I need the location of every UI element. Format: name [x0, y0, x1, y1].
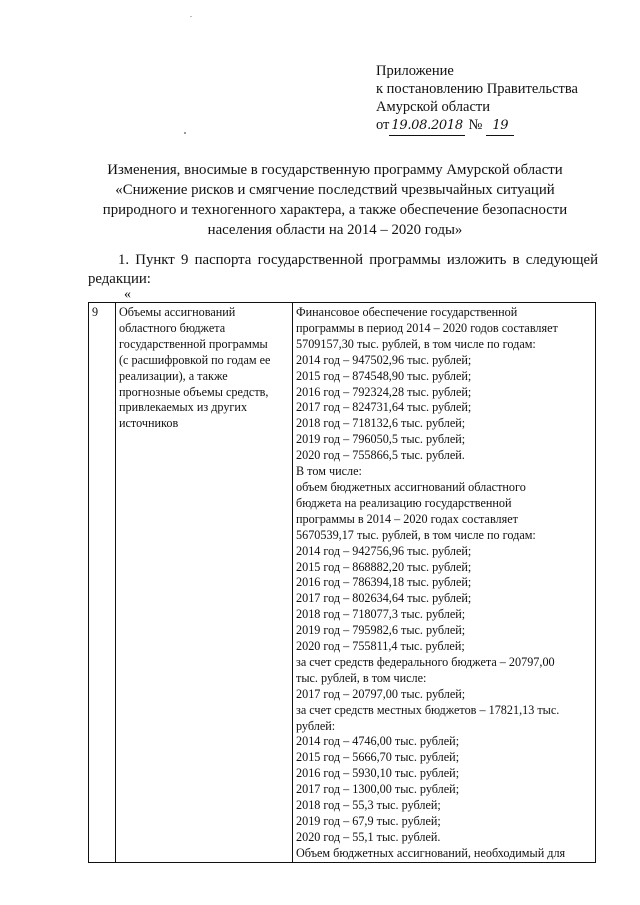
content-line: Объем бюджетных ассигнований, необходимый для: [296, 845, 566, 860]
title-line: природного и техногенного характера, а также обеспечение безопасности: [102, 202, 568, 218]
content-line: программы в период 2014 – 2020 годов составляет: [296, 320, 558, 335]
header-line: к постановлению Правительства: [376, 81, 578, 97]
content-line: Финансовое обеспечение государственной: [296, 305, 518, 319]
content-line: 2020 год – 55,1 тыс. рублей.: [296, 829, 441, 844]
item-number: 9: [92, 305, 99, 319]
content-line: 2016 год – 792324,28 тыс. рублей;: [296, 384, 472, 399]
content-line: 2016 год – 5930,10 тыс. рублей;: [296, 766, 460, 781]
content-line: 2019 год – 795982,6 тыс. рублей;: [296, 623, 466, 638]
content-line: 2017 год – 1300,00 тыс. рублей;: [296, 782, 460, 797]
content-line: 2018 год – 718077,3 тыс. рублей;: [296, 607, 466, 622]
item-content-cell: [293, 303, 596, 863]
content-line: 2017 год – 20797,00 тыс. рублей;: [296, 686, 466, 701]
label-line: источников: [119, 416, 179, 431]
item-number-cell: [89, 303, 116, 863]
content-line: 2019 год – 796050,5 тыс. рублей;: [296, 432, 466, 447]
header-line: Приложение: [376, 63, 454, 79]
content-line: объем бюджетных ассигнований областного: [296, 479, 526, 494]
label-line: прогнозные объемы средств,: [119, 384, 269, 399]
content-line: 5670539,17 тыс. рублей, в том числе по годам:: [296, 527, 536, 542]
table-row: [89, 303, 596, 863]
content-line: В том числе:: [296, 464, 362, 479]
content-line: программы в 2014 – 2020 годах составляет: [296, 511, 518, 526]
label-line: привлекаемых из других: [119, 400, 248, 415]
label-line: областного бюджета: [119, 320, 226, 335]
header-line: Амурской области: [376, 99, 490, 115]
label-line: Объемы ассигнований: [119, 305, 236, 319]
passport-table: [88, 302, 596, 863]
content-line: 5709157,30 тыс. рублей, в том числе по годам:: [296, 336, 536, 351]
content-line: 2018 год – 55,3 тыс. рублей;: [296, 798, 441, 813]
opening-quote: «: [124, 287, 131, 302]
header-date-line: [376, 116, 578, 136]
paragraph-line: 1. Пункт 9 паспорта государственной программы изложить в следующей: [118, 252, 598, 268]
paragraph-line: редакции:: [88, 271, 151, 287]
content-line: за счет средств федерального бюджета – 20797,00: [296, 654, 555, 669]
content-line: 2015 год – 868882,20 тыс. рублей;: [296, 559, 472, 574]
content-line: бюджета на реализацию государственной: [296, 495, 512, 510]
item-label-cell: [116, 303, 293, 863]
title-line: «Снижение рисков и смягчение последствий чрезвычайных ситуаций: [115, 182, 555, 198]
label-line: государственной программы: [119, 336, 268, 351]
content-line: 2017 год – 824731,64 тыс. рублей;: [296, 400, 472, 415]
content-line: 2014 год – 942756,96 тыс. рублей;: [296, 543, 472, 558]
content-line: 2014 год – 4746,00 тыс. рублей;: [296, 734, 460, 749]
content-line: 2015 год – 5666,70 тыс. рублей;: [296, 750, 460, 765]
date-prefix: от: [376, 117, 390, 133]
content-line: за счет средств местных бюджетов – 17821,13 тыс.: [296, 702, 560, 717]
scan-speck: [184, 132, 186, 134]
handwritten-number: 19: [486, 117, 514, 136]
handwritten-date: 19.08.2018: [389, 117, 464, 136]
content-line: 2018 год – 718132,6 тыс. рублей;: [296, 416, 466, 431]
title-line: Изменения, вносимые в государственную программу Амурской области: [107, 162, 563, 178]
number-sign: №: [468, 117, 483, 133]
content-line: тыс. рублей, в том числе:: [296, 670, 427, 685]
content-line: 2014 год – 947502,96 тыс. рублей;: [296, 352, 472, 367]
content-line: 2015 год – 874548,90 тыс. рублей;: [296, 368, 472, 383]
content-line: 2017 год – 802634,64 тыс. рублей;: [296, 591, 472, 606]
content-line: 2016 год – 786394,18 тыс. рублей;: [296, 575, 472, 590]
appendix-header: [376, 62, 578, 136]
scan-speck: [190, 16, 192, 17]
document-title: [70, 160, 600, 240]
label-line: (с расшифровкой по годам ее: [119, 352, 271, 367]
label-line: реализации), а также: [119, 368, 228, 383]
title-line: населения области на 2014 – 2020 годы»: [207, 222, 463, 238]
content-line: 2019 год – 67,9 тыс. рублей;: [296, 814, 441, 828]
content-line: рублей:: [296, 718, 336, 733]
content-line: 2020 год – 755811,4 тыс. рублей;: [296, 639, 465, 654]
content-line: 2020 год – 755866,5 тыс. рублей.: [296, 448, 465, 463]
body-paragraph: [88, 251, 598, 289]
